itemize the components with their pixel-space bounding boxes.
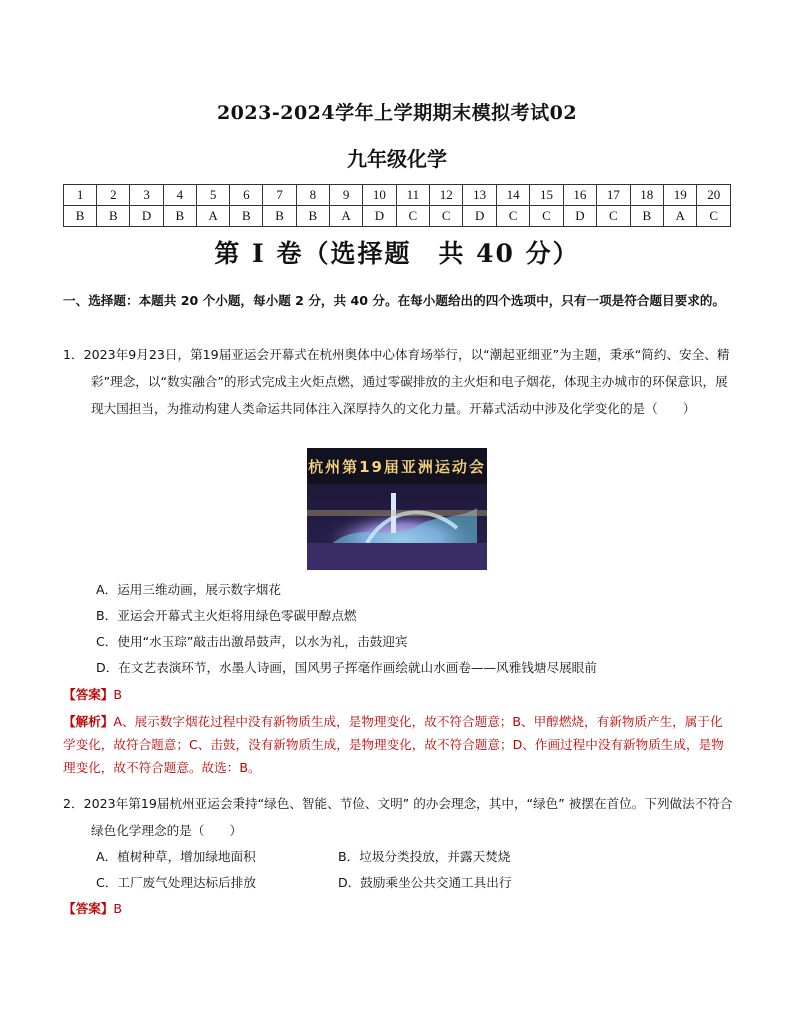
exam-subtitle: 九年级化学 — [347, 147, 447, 171]
question-number: 18 — [630, 185, 663, 206]
answer-letter: C — [430, 206, 463, 227]
answer-letter: D — [130, 206, 163, 227]
question-2-option-d: D．鼓励乘坐公共交通工具出行 — [338, 875, 512, 890]
question-number: 17 — [597, 185, 630, 206]
answer-letter: C — [396, 206, 429, 227]
answer-letter: D — [463, 206, 496, 227]
answer-letter: C — [530, 206, 563, 227]
question-number: 5 — [196, 185, 229, 206]
question-1-stem: 1．2023年9月23日，第19届亚运会开幕式在杭州奥体中心体育场举行，以“潮起亚细亚”为主题，秉承“简约、安全、精彩”理念，以“数实融合”的形式完成主火炬点燃，通过零碳排放的主火炬和电子烟花，体现主办城市的环保意识，展现大国担当，为推动构建人类命运共同体注入深厚持久的文化力量。开幕式活动中涉及化学变化的是（ ） — [63, 347, 730, 416]
opening-ceremony-photo — [307, 448, 487, 570]
answer-letter: C — [597, 206, 630, 227]
question-1-option-c: C．使用“水玉琮”敲击出激昂鼓声，以水为礼，击鼓迎宾 — [96, 634, 408, 649]
question-1-answer — [63, 684, 122, 703]
answer-letter: D — [363, 206, 396, 227]
answer-letter: C — [496, 206, 529, 227]
question-number: 12 — [430, 185, 463, 206]
question-number: 6 — [230, 185, 263, 206]
question-2-answer — [63, 898, 122, 917]
question-number: 2 — [97, 185, 130, 206]
question-1 — [63, 341, 733, 422]
answer-letter: D — [563, 206, 596, 227]
answer-letter: B — [97, 206, 130, 227]
answer-letter: B — [630, 206, 663, 227]
question-number: 20 — [697, 185, 731, 206]
answer-letter: A — [196, 206, 229, 227]
question-1-analysis — [63, 710, 733, 779]
photo-banner-text: 杭州第19届亚洲运动会 — [308, 458, 486, 476]
question-number: 3 — [130, 185, 163, 206]
answer-value: B — [113, 901, 123, 916]
analysis-text: A、展示数字烟花过程中没有新物质生成，是物理变化，故不符合题意；B、甲醇燃烧，有新物质产生，属于化学变化，故符合题意；C、击鼓，没有新物质生成，是物理变化，故不符合题意；D、作画过程中没有新物质生成，是物理变化，故不符合题意。故选：B。 — [63, 714, 724, 775]
question-1-option-d: D．在文艺表演环节，水墨人诗画，国风男子挥毫作画绘就山水画卷——风雅钱塘尽展眼前 — [96, 660, 597, 675]
question-number: 1 — [64, 185, 97, 206]
answer-letter: A — [329, 206, 362, 227]
answer-label: 【答案】 — [63, 687, 114, 702]
question-number: 4 — [163, 185, 196, 206]
answer-letter: B — [163, 206, 196, 227]
question-2-option-b: B．垃圾分类投放，并露天焚烧 — [338, 849, 511, 864]
question-2-option-c: C．工厂废气处理达标后排放 — [96, 875, 256, 890]
question-1-option-b: B．亚运会开幕式主火炬将用绿色零碳甲醇点燃 — [96, 608, 357, 623]
section-instructions: 一、选择题：本题共 20 个小题，每小题 2 分，共 40 分。在每小题给出的四个选项中，只有一项是符合题目要求的。 — [63, 293, 726, 308]
question-number: 15 — [530, 185, 563, 206]
question-number: 16 — [563, 185, 596, 206]
question-1-option-a: A．运用三维动画，展示数字烟花 — [96, 582, 281, 597]
question-number: 11 — [396, 185, 429, 206]
answer-value: B — [113, 687, 123, 702]
answer-letter: C — [697, 206, 731, 227]
question-2-stem: 2．2023年第19届杭州亚运会秉持“绿色、智能、节俭、文明” 的办会理念，其中，“绿色” 被摆在首位。下列做法不符合绿色化学理念的是（ ） — [63, 796, 733, 838]
answer-label: 【答案】 — [63, 901, 114, 916]
question-number: 8 — [296, 185, 329, 206]
answer-letter: B — [296, 206, 329, 227]
answer-letter: B — [263, 206, 296, 227]
question-2 — [63, 790, 733, 844]
question-number: 7 — [263, 185, 296, 206]
question-2-option-a: A．植树种草，增加绿地面积 — [96, 849, 256, 864]
answer-letter: B — [64, 206, 97, 227]
answer-key-numbers-row — [64, 185, 731, 206]
exam-title: 2023-2024学年上学期期末模拟考试02 — [216, 102, 578, 124]
question-number: 10 — [363, 185, 396, 206]
question-number: 19 — [663, 185, 696, 206]
section-title: 第 I 卷（选择题 共 40 分） — [214, 239, 580, 268]
answer-letter: B — [230, 206, 263, 227]
analysis-label: 【解析】 — [63, 714, 114, 729]
question-number: 13 — [463, 185, 496, 206]
question-number: 9 — [329, 185, 362, 206]
answer-key-answers-row — [64, 206, 731, 227]
answer-letter: A — [663, 206, 696, 227]
question-number: 14 — [496, 185, 529, 206]
answer-key-table — [63, 184, 731, 227]
